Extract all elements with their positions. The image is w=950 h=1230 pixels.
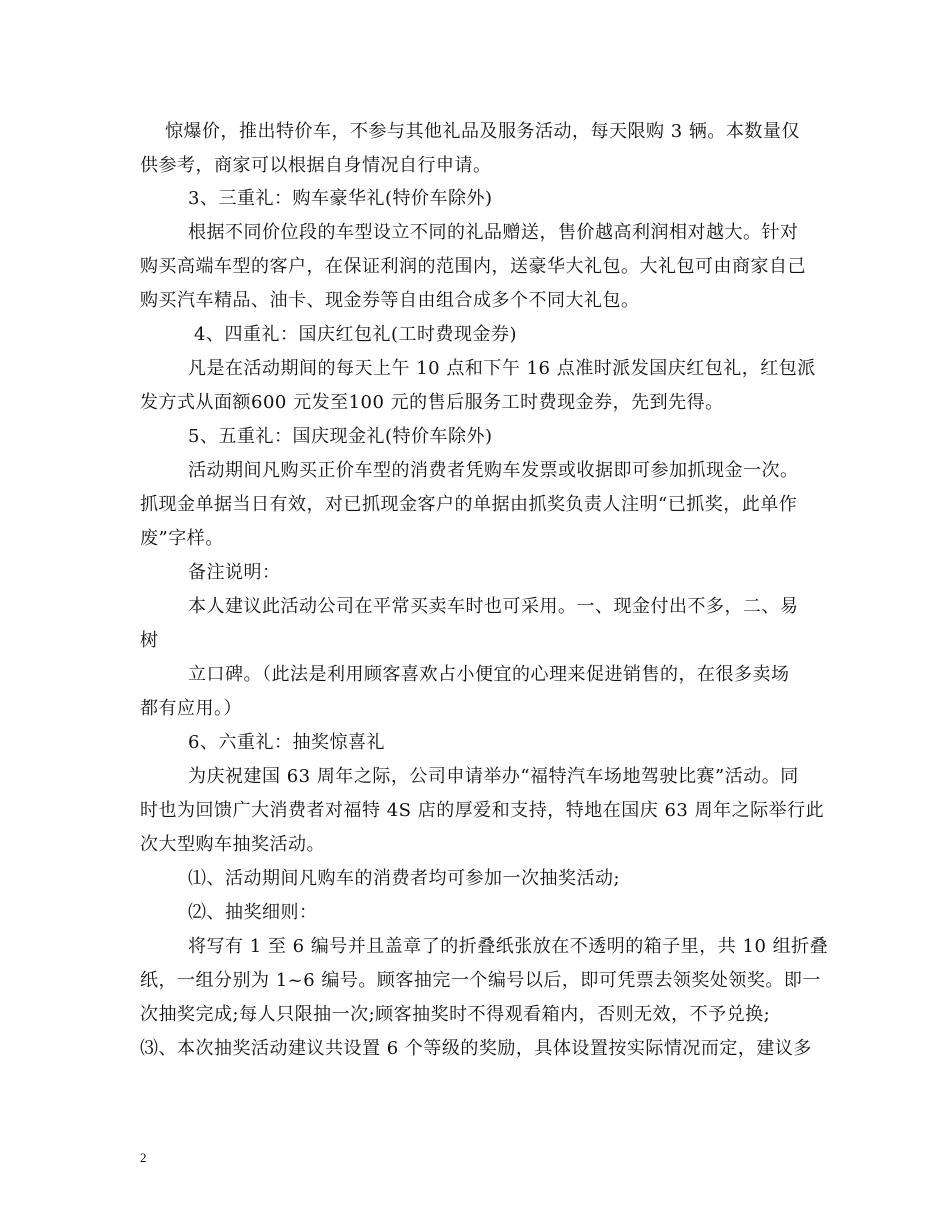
body-text-line: 为庆祝建国 63 周年之际，公司申请举办“福特汽车场地驾驶比赛”活动。同 bbox=[188, 766, 799, 787]
body-text-line: 废”字样。 bbox=[140, 528, 224, 549]
list-item: ⑶、本次抽奖活动建议共设置 6 个等级的奖励，具体设置按实际情况而定，建议多 bbox=[140, 1038, 812, 1059]
body-text-line: 抓现金单据当日有效，对已抓现金客户的单据由抓奖负责人注明“已抓奖，此单作 bbox=[140, 494, 798, 515]
body-text-line: 根据不同价位段的车型设立不同的礼品赠送，售价越高利润相对越大。针对 bbox=[188, 222, 799, 243]
body-text-line: 树 bbox=[140, 630, 159, 651]
body-text-line: 发方式从面额600 元发至100 元的售后服务工时费现金券，先到先得。 bbox=[140, 392, 724, 413]
body-text-line: 纸，一组分别为 1~6 编号。顾客抽完一个编号以后，即可凭票去领奖处领奖。即一 bbox=[140, 970, 821, 991]
page-number: 2 bbox=[140, 1150, 147, 1165]
body-text-line: 立口碑。（此法是利用顾客喜欢占小便宜的心理来促进销售的，在很多卖场 bbox=[188, 664, 790, 685]
section-heading: 6、六重礼：抽奖惊喜礼 bbox=[188, 732, 385, 753]
body-text-line: 时也为回馈广大消费者对福特 4S 店的厚爱和支持，特地在国庆 63 周年之际举行此 bbox=[140, 800, 825, 821]
list-item: ⑵、抽奖细则： bbox=[188, 902, 318, 923]
body-text-line: 次大型购车抽奖活动。 bbox=[140, 834, 325, 855]
body-text-line: 活动期间凡购买正价车型的消费者凭购车发票或收据即可参加抓现金一次。 bbox=[188, 460, 799, 481]
body-text-line: 本人建议此活动公司在平常买卖车时也可采用。一、现金付出不多，二、易 bbox=[188, 596, 799, 617]
body-text-line: 购买高端车型的客户，在保证利润的范围内，送豪华大礼包。大礼包可由商家自己 bbox=[140, 256, 806, 277]
body-text-line: 将写有 1 至 6 编号并且盖章了的折叠纸张放在不透明的箱子里，共 10 组折叠 bbox=[188, 936, 829, 957]
body-text-line: 都有应用。） bbox=[140, 698, 242, 719]
section-heading: 3、三重礼：购车豪华礼(特价车除外) bbox=[188, 188, 493, 209]
body-text-line: 凡是在活动期间的每天上午 10 点和下午 16 点准时派发国庆红包礼，红包派 bbox=[188, 358, 816, 379]
section-heading: 5、五重礼：国庆现金礼(特价车除外) bbox=[188, 426, 493, 447]
body-text-line: 次抽奖完成;每人只限抽一次;顾客抽奖时不得观看箱内，否则无效，不予兑换; bbox=[140, 1004, 771, 1025]
body-text-line: 供参考，商家可以根据自身情况自行申请。 bbox=[140, 155, 492, 176]
notes-heading: 备注说明： bbox=[188, 562, 281, 583]
body-text-line: 购买汽车精品、油卡、现金券等自由组合成多个不同大礼包。 bbox=[140, 290, 640, 311]
list-item: ⑴、活动期间凡购车的消费者均可参加一次抽奖活动; bbox=[188, 868, 621, 889]
body-text-line: 惊爆价，推出特价车，不参与其他礼品及服务活动，每天限购 3 辆。本数量仅 bbox=[165, 121, 800, 142]
section-heading: 4、四重礼：国庆红包礼(工时费现金券) bbox=[194, 324, 517, 345]
